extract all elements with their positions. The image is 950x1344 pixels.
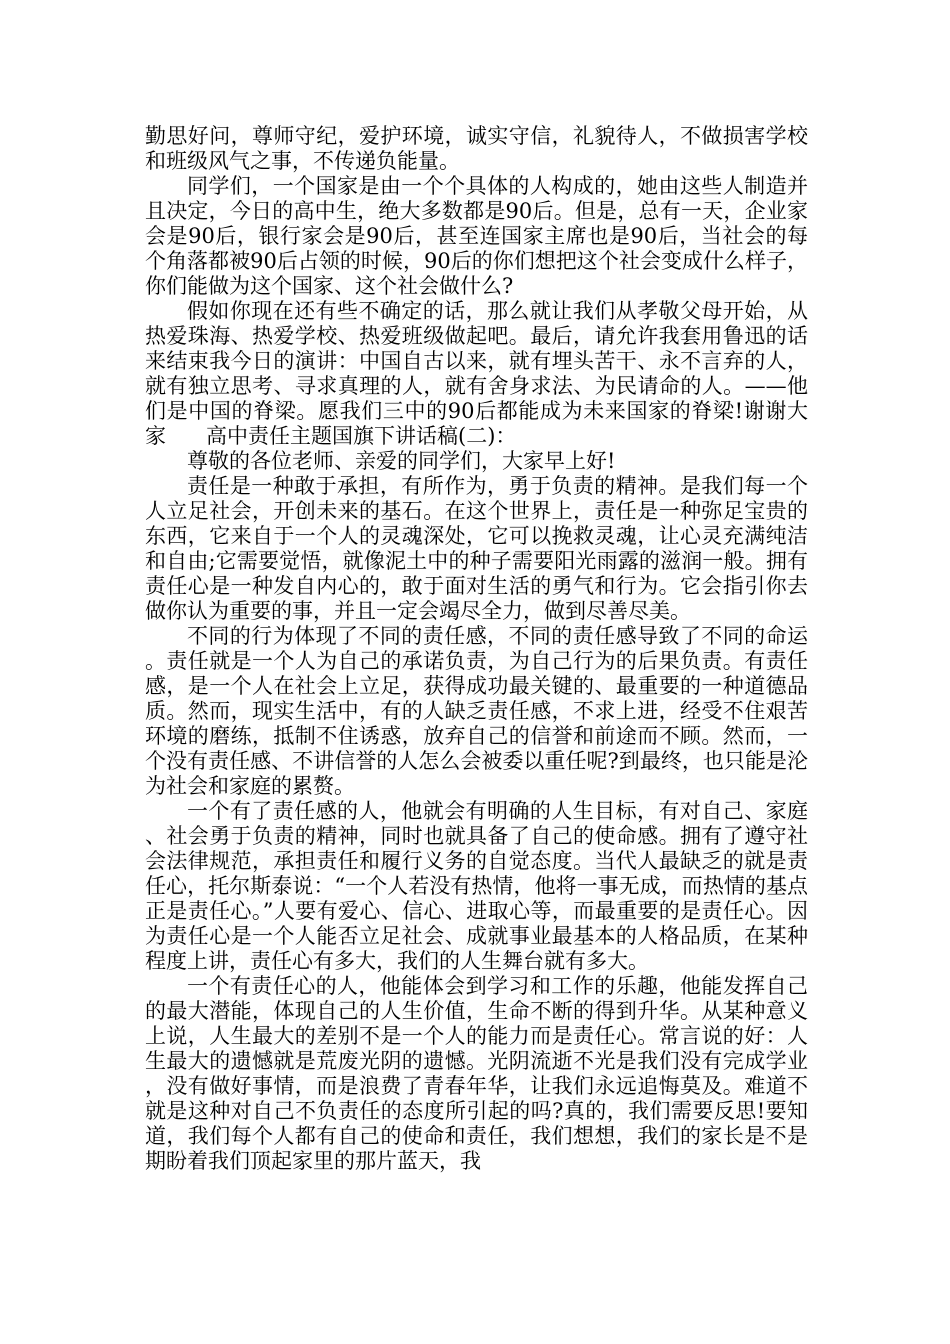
paragraph-6: 不同的行为体现了不同的责任感，不同的责任感导致了不同的命运。责任就是一个人为自己的承诺负责，为自己行为的后果负责。有责任感，是一个人在社会上立足，获得成功最关键的、最重要的一种道德品质。然而，现实生活中，有的人缺乏责任感，不求上进，经受不住艰苦环境的磨练，抵制不住诱惑，放弃自己的信誉和前途而不顾。然而，一个没有责任感、不讲信誉的人怎么会被委以重任呢?到最终，也只能是沦为社会和家庭的累赘。 — [145, 624, 808, 798]
section-heading: 高中责任主题国旗下讲话稿(二)： — [206, 424, 517, 448]
paragraph-1: 勤思好问，尊师守纪，爱护环境，诚实守信，礼貌待人，不做损害学校和班级风气之事，不传递负能量。 — [145, 124, 808, 173]
document-body — [145, 124, 808, 1174]
paragraph-2: 同学们，一个国家是由一个个具体的人构成的，她由这些人制造并且决定，今日的高中生，绝大多数都是90后。但是，总有一天，企业家会是90后，银行家会是90后，甚至连国家主席也是90后，当社会的每个角落都被90后占领的时候，90后的你们想把这个社会变成什么样子，你们能做为这个国家、这个社会做什么? — [145, 174, 808, 298]
paragraph-3-text: 假如你现在还有些不确定的话，那么就让我们从孝敬父母开始，从热爱珠海、热爱学校、热爱班级做起吧。最后，请允许我套用鲁迅的话来结束我今日的演讲：中国自古以来，就有埋头苦干、永不言弃的人，就有独立思考、寻求真理的人，就有舍身求法、为民请命的人。——他们是中国的脊梁。愿我们三中的90后都能成为未来国家的脊梁!谢谢大家 — [145, 299, 808, 448]
paragraph-4: 尊敬的各位老师、亲爱的同学们，大家早上好! — [187, 449, 616, 473]
paragraph-7: 一个有了责任感的人，他就会有明确的人生目标，有对自己、家庭、社会勇于负责的精神，同时也就具备了自己的使命感。拥有了遵守社会法律规范，承担责任和履行义务的自觉态度。当代人最缺乏的就是责任心，托尔斯泰说：“一个人若没有热情，他将一事无成，而热情的基点正是责任心。”人要有爱心、信心、进取心等，而最重要的是责任心。因为责任心是一个人能否立足社会、成就事业最基本的人格品质，在某种程度上讲，责任心有多大，我们的人生舞台就有多大。 — [145, 799, 808, 973]
paragraph-5: 责任是一种敢于承担，有所作为，勇于负责的精神。是我们每一个人立足社会，开创未来的基石。在这个世界上，责任是一种弥足宝贵的东西，它来自于一个人的灵魂深处，它可以挽救灵魂，让心灵充满纯洁和自由;它需要觉悟，就像泥土中的种子需要阳光雨露的滋润一般。拥有责任心是一种发自内心的，敢于面对生活的勇气和行为。它会指引你去做你认为重要的事，并且一定会竭尽全力，做到尽善尽美。 — [145, 474, 808, 623]
paragraph-3 — [145, 299, 808, 449]
paragraph-8: 一个有责任心的人，他能体会到学习和工作的乐趣，他能发挥自己的最大潜能，体现自己的人生价值，生命不断的得到升华。从某种意义上说，人生最大的差别不是一个人的能力而是责任心。常言说的好：人生最大的遗憾就是荒废光阴的遗憾。光阴流逝不光是我们没有完成学业，没有做好事情，而是浪费了青春年华，让我们永远追悔莫及。难道不就是这种对自己不负责任的态度所引起的吗?真的，我们需要反思!要知道，我们每个人都有自己的使命和责任，我们想想，我们的家长是不是期盼着我们顶起家里的那片蓝天，我 — [145, 974, 808, 1173]
